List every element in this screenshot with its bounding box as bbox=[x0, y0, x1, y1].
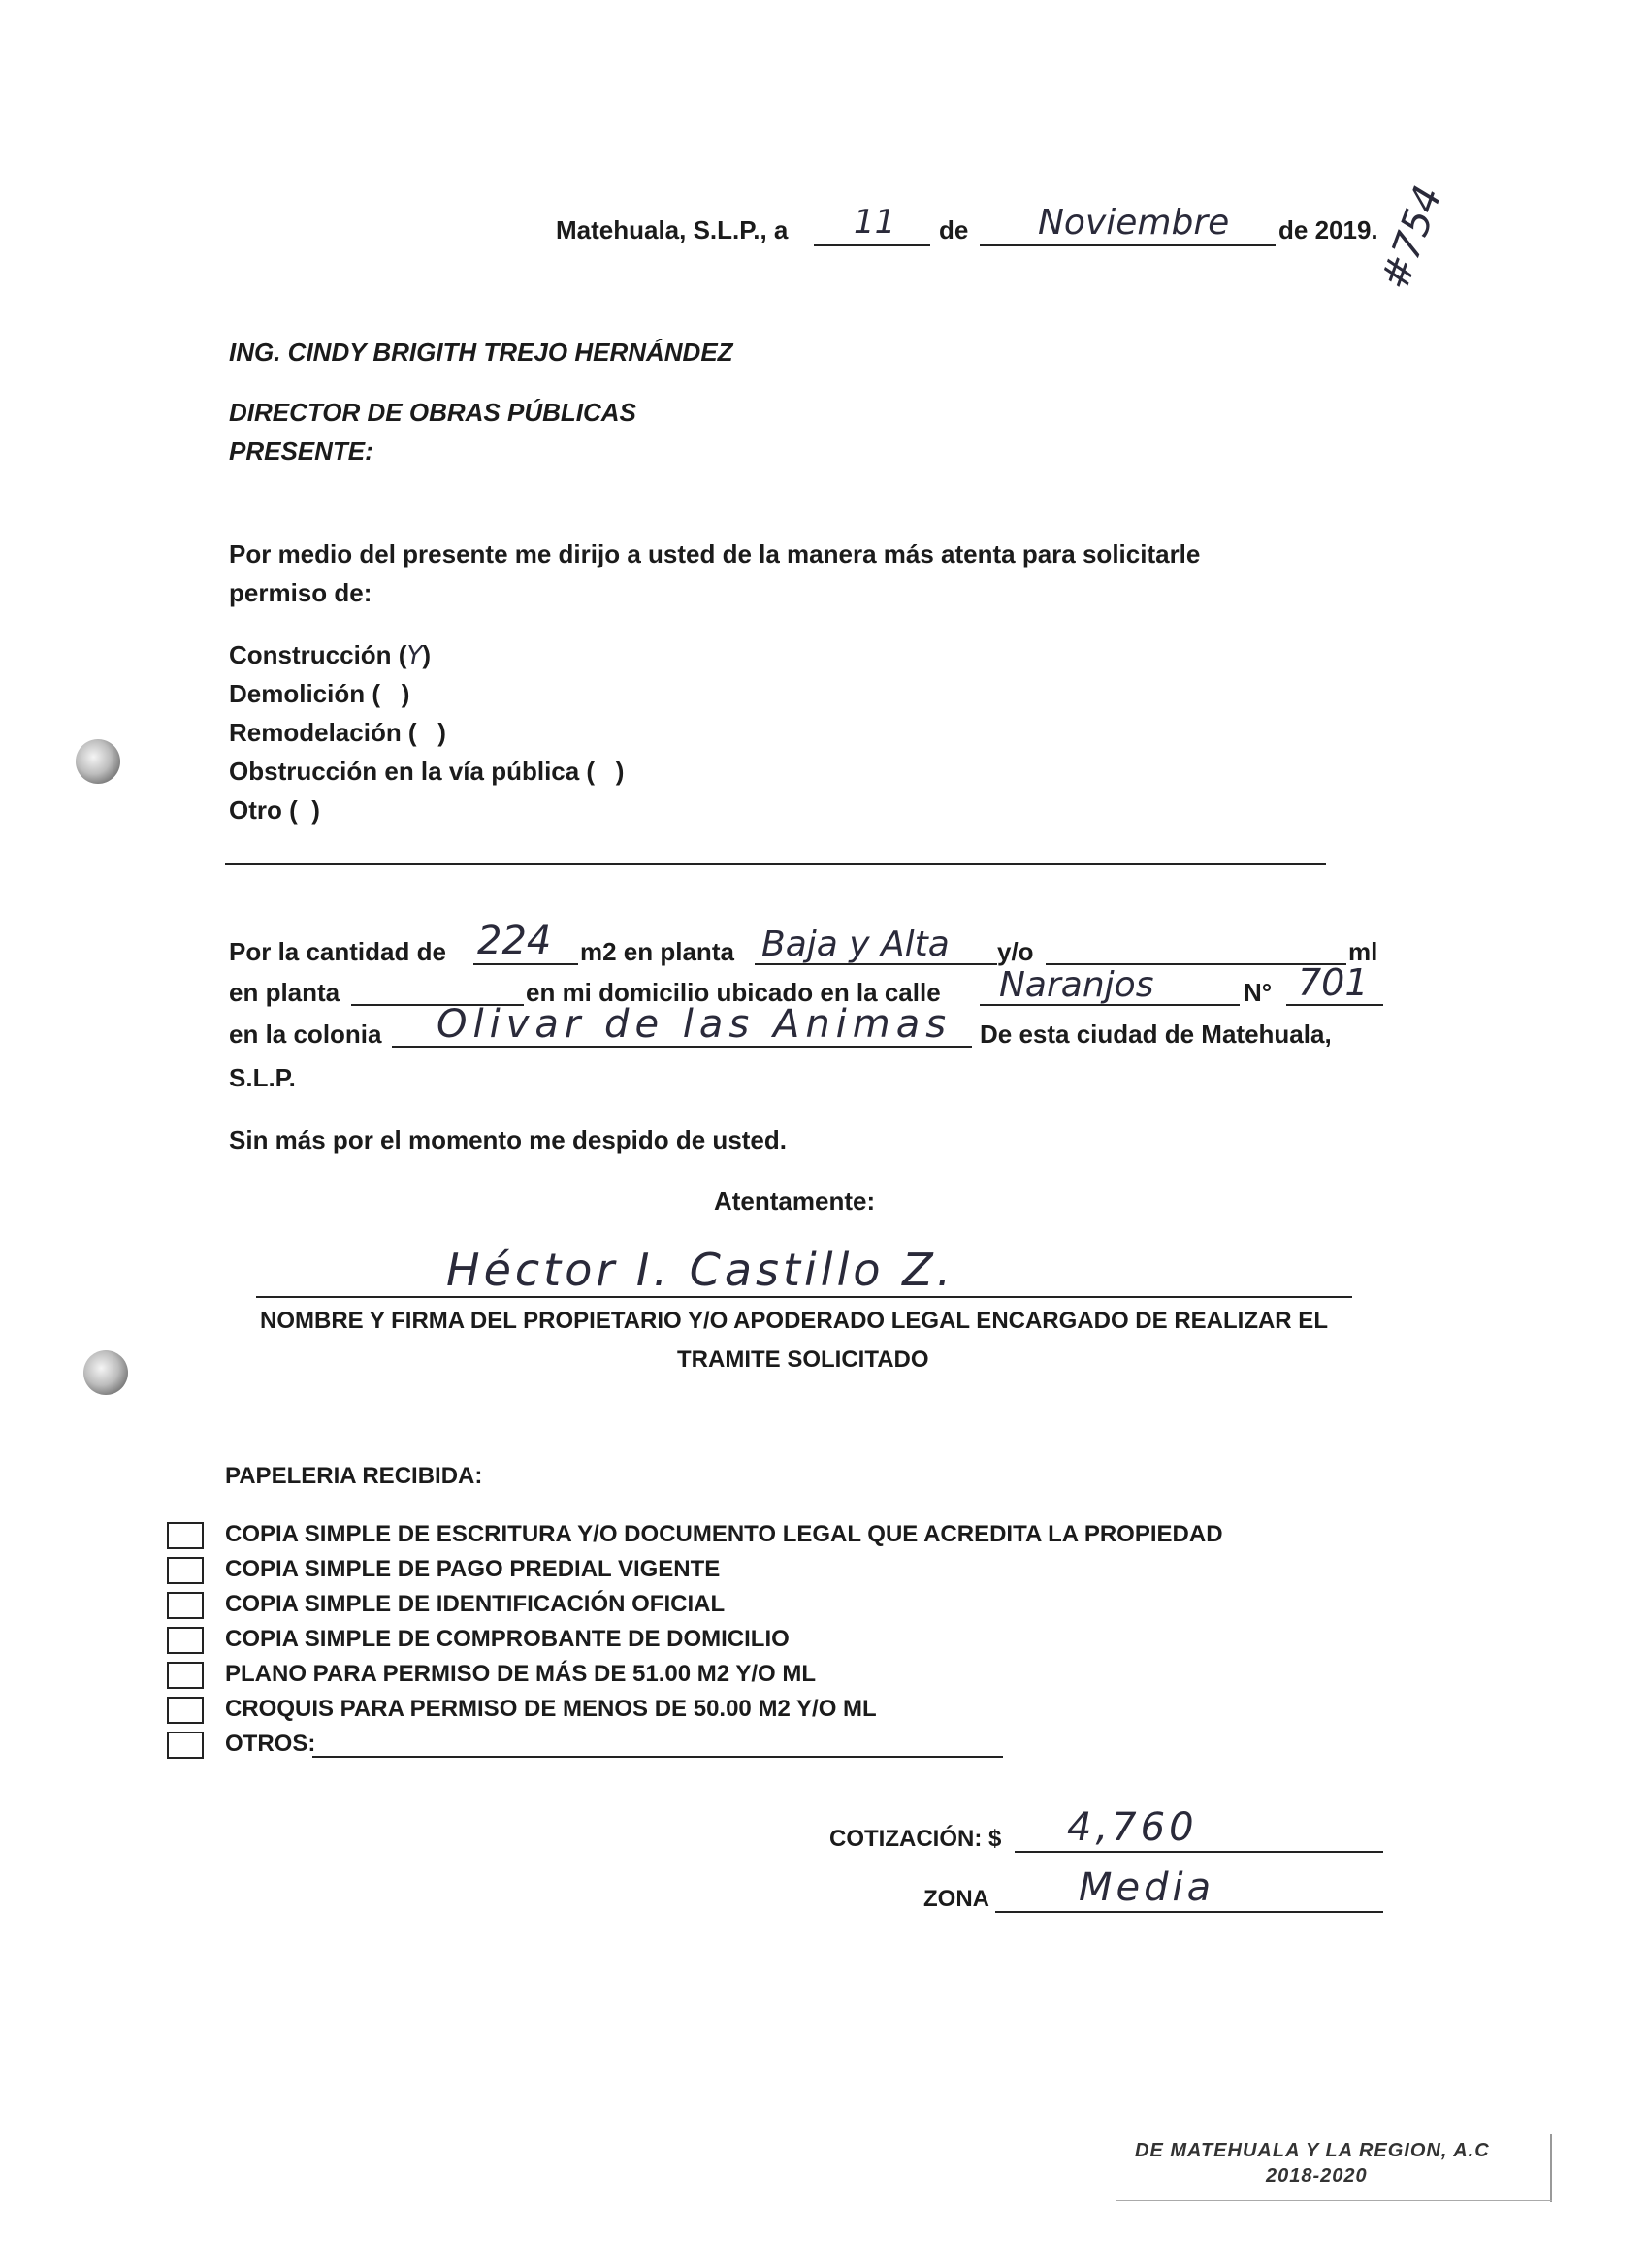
numero-handwritten: 701 bbox=[1298, 961, 1369, 1004]
option-remodelacion bbox=[229, 720, 446, 745]
option-demolicion-label: Demolición ( bbox=[229, 679, 381, 708]
atentamente-label: Atentamente: bbox=[714, 1186, 876, 1215]
papeleria-item-domicilio: COPIA SIMPLE DE COMPROBANTE DE DOMICILIO bbox=[225, 1626, 790, 1652]
year-suffix: de 2019. bbox=[1278, 215, 1378, 244]
intro-line-1: Por medio del presente me dirijo a usted de la manera más atenta para solicitarle bbox=[229, 539, 1201, 568]
option-demolicion-close: ) bbox=[401, 679, 410, 708]
option-otro-close: ) bbox=[311, 795, 320, 825]
option-otro bbox=[229, 797, 320, 823]
intro-line-2: permiso de: bbox=[229, 578, 372, 607]
option-obstruccion bbox=[229, 759, 624, 784]
papeleria-checkbox-domicilio[interactable] bbox=[167, 1627, 204, 1654]
planta-handwritten: Baja y Alta bbox=[761, 924, 950, 964]
option-construccion-mark: Y bbox=[406, 641, 423, 670]
papeleria-checkbox-croquis[interactable] bbox=[167, 1697, 204, 1724]
cotizacion-label: COTIZACIÓN: $ bbox=[829, 1826, 1002, 1852]
option-obstruccion-label: Obstrucción en la vía pública ( bbox=[229, 757, 596, 786]
cotizacion-line bbox=[1015, 1851, 1383, 1853]
zona-label: ZONA bbox=[923, 1886, 989, 1912]
papeleria-checkbox-identificacion[interactable] bbox=[167, 1592, 204, 1619]
cantidad-handwritten: 224 bbox=[477, 919, 552, 963]
zona-line bbox=[995, 1911, 1383, 1913]
day-line bbox=[814, 244, 930, 246]
option-otro-label: Otro ( bbox=[229, 795, 298, 825]
punch-hole-bottom bbox=[83, 1350, 128, 1395]
cotizacion-handwritten: 4,760 bbox=[1067, 1805, 1198, 1850]
papeleria-item-plano: PLANO PARA PERMISO DE MÁS DE 51.00 M2 Y/O ML bbox=[225, 1661, 816, 1687]
m2-label: m2 en planta bbox=[580, 937, 734, 966]
numero-line bbox=[1286, 1004, 1383, 1006]
papeleria-checkbox-otros[interactable] bbox=[167, 1732, 204, 1759]
signature-line bbox=[256, 1296, 1352, 1298]
colonia-handwritten: Olivar de las Animas bbox=[436, 1002, 953, 1047]
option-remodelacion-label: Remodelación ( bbox=[229, 718, 417, 747]
papeleria-checkbox-plano[interactable] bbox=[167, 1662, 204, 1689]
colonia-label: en la colonia bbox=[229, 1020, 382, 1049]
ml-label: ml bbox=[1348, 937, 1378, 966]
addressee-name: ING. CINDY BRIGITH TREJO HERNÁNDEZ bbox=[229, 338, 733, 367]
cantidad-line bbox=[473, 963, 578, 965]
addressee-presente: PRESENTE: bbox=[229, 437, 373, 466]
footer-stamp-line-2: 2018-2020 bbox=[1266, 2165, 1368, 2187]
papeleria-item-identificacion: COPIA SIMPLE DE IDENTIFICACIÓN OFICIAL bbox=[225, 1591, 726, 1617]
option-remodelacion-close: ) bbox=[437, 718, 446, 747]
de-label: de bbox=[939, 215, 969, 244]
calle-handwritten: Naranjos bbox=[999, 965, 1154, 1005]
signature-handwritten: Héctor I. Castillo Z. bbox=[446, 1244, 955, 1296]
papeleria-item-croquis: CROQUIS PARA PERMISO DE MENOS DE 50.00 M2 Y/O ML bbox=[225, 1696, 877, 1722]
option-obstruccion-close: ) bbox=[615, 757, 625, 786]
farewell-text: Sin más por el momento me despido de usted. bbox=[229, 1125, 787, 1154]
otro-line bbox=[225, 863, 1326, 865]
place-date-prefix: Matehuala, S.L.P., a bbox=[556, 215, 789, 244]
month-handwritten: Noviembre bbox=[1038, 203, 1230, 243]
day-handwritten: 11 bbox=[854, 203, 896, 242]
cantidad-label: Por la cantidad de bbox=[229, 937, 446, 966]
paper-edge-bottom bbox=[1116, 2200, 1552, 2201]
numero-label: N° bbox=[1244, 978, 1273, 1007]
option-demolicion bbox=[229, 681, 409, 706]
bleed-through-text bbox=[970, 291, 977, 318]
yo-label: y/o bbox=[997, 937, 1034, 966]
option-construccion-close: ) bbox=[422, 640, 432, 669]
otros-line bbox=[312, 1756, 1003, 1758]
papeleria-item-predial: COPIA SIMPLE DE PAGO PREDIAL VIGENTE bbox=[225, 1556, 721, 1582]
option-construccion-label: Construcción ( bbox=[229, 640, 407, 669]
papeleria-item-escritura: COPIA SIMPLE DE ESCRITURA Y/O DOCUMENTO LEGAL QUE ACREDITA LA PROPIEDAD bbox=[225, 1521, 1223, 1547]
ciudad-label: De esta ciudad de Matehuala, bbox=[980, 1020, 1332, 1049]
margin-handwritten-mark: #754 bbox=[1373, 179, 1451, 296]
paper-edge-right bbox=[1550, 2134, 1552, 2202]
papeleria-item-otros: OTROS: bbox=[225, 1731, 316, 1757]
papeleria-checkbox-predial[interactable] bbox=[167, 1557, 204, 1584]
slp-label: S.L.P. bbox=[229, 1063, 296, 1092]
zona-handwritten: Media bbox=[1079, 1865, 1215, 1910]
punch-hole-top bbox=[76, 739, 120, 784]
option-construccion bbox=[229, 642, 431, 668]
month-line bbox=[980, 244, 1276, 246]
signature-caption-line-1: NOMBRE Y FIRMA DEL PROPIETARIO Y/O APODERADO LEGAL ENCARGADO DE REALIZAR EL bbox=[260, 1308, 1328, 1334]
domicilio-label: en mi domicilio ubicado en la calle bbox=[526, 978, 941, 1007]
signature-caption-line-2: TRAMITE SOLICITADO bbox=[677, 1346, 929, 1373]
papeleria-heading: PAPELERIA RECIBIDA: bbox=[225, 1463, 483, 1489]
addressee-title: DIRECTOR DE OBRAS PÚBLICAS bbox=[229, 398, 636, 427]
papeleria-checkbox-escritura[interactable] bbox=[167, 1522, 204, 1549]
en-planta-label: en planta bbox=[229, 978, 340, 1007]
footer-stamp-line-1: DE MATEHUALA Y LA REGION, A.C bbox=[1135, 2140, 1490, 2161]
